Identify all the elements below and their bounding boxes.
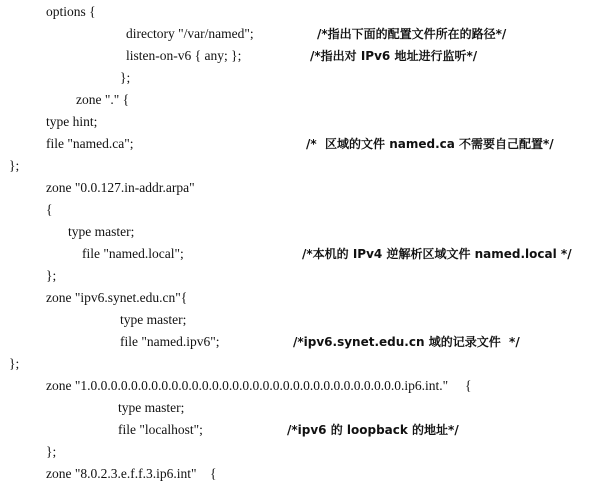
config-code: zone "1.0.0.0.0.0.0.0.0.0.0.0.0.0.0.0.0.0.0.0.0.0.0.0.0.0.0.0.0.0.0.0.ip6.int." { [46, 378, 472, 393]
config-code: { [46, 202, 53, 217]
config-code: }; [9, 356, 20, 371]
config-code: options { [46, 4, 96, 19]
config-code: type master; [120, 312, 187, 327]
config-code: listen-on-v6 { any; }; [126, 48, 242, 63]
config-code: type master; [68, 224, 135, 239]
config-line [0, 89, 609, 111]
config-comment: /* 区域的文件 named.ca 不需要自己配置*/ [306, 137, 554, 151]
config-line [0, 199, 609, 221]
config-code: file "localhost"; [118, 422, 203, 437]
config-line [0, 375, 609, 397]
config-comment: /*本机的 IPv4 逆解析区域文件 named.local */ [302, 247, 572, 261]
config-line [0, 419, 609, 441]
config-line [0, 111, 609, 133]
config-line [0, 397, 609, 419]
config-comment: /*指出对 IPv6 地址进行监听*/ [310, 49, 478, 63]
config-code: directory "/var/named"; [126, 26, 254, 41]
config-line [0, 1, 609, 23]
config-code: }; [46, 268, 57, 283]
config-line [0, 133, 609, 155]
config-line [0, 287, 609, 309]
config-code: type master; [118, 400, 185, 415]
config-code: type hint; [46, 114, 98, 129]
config-code: zone "8.0.2.3.e.f.f.3.ip6.int" { [46, 466, 217, 481]
config-line [0, 67, 609, 89]
config-line [0, 441, 609, 463]
config-comment: /*ipv6 的 loopback 的地址*/ [287, 423, 459, 437]
config-code: file "named.ipv6"; [120, 334, 220, 349]
config-line [0, 177, 609, 199]
config-code: zone "." { [76, 92, 130, 107]
config-line [0, 309, 609, 331]
config-line [0, 265, 609, 287]
config-line [0, 353, 609, 375]
config-line [0, 221, 609, 243]
config-code: file "named.local"; [82, 246, 184, 261]
config-line [0, 463, 609, 485]
config-line [0, 243, 609, 265]
config-code: zone "ipv6.synet.edu.cn"{ [46, 290, 188, 305]
config-code: }; [120, 70, 131, 85]
config-line [0, 155, 609, 177]
config-code: }; [9, 158, 20, 173]
config-code: file "named.ca"; [46, 136, 134, 151]
config-line [0, 45, 609, 67]
config-code: }; [46, 444, 57, 459]
config-comment: /*ipv6.synet.edu.cn 域的记录文件 */ [293, 335, 520, 349]
config-comment: /*指出下面的配置文件所在的路径*/ [317, 27, 507, 41]
config-line [0, 23, 609, 45]
config-code: zone "0.0.127.in-addr.arpa" [46, 180, 195, 195]
config-line [0, 331, 609, 353]
